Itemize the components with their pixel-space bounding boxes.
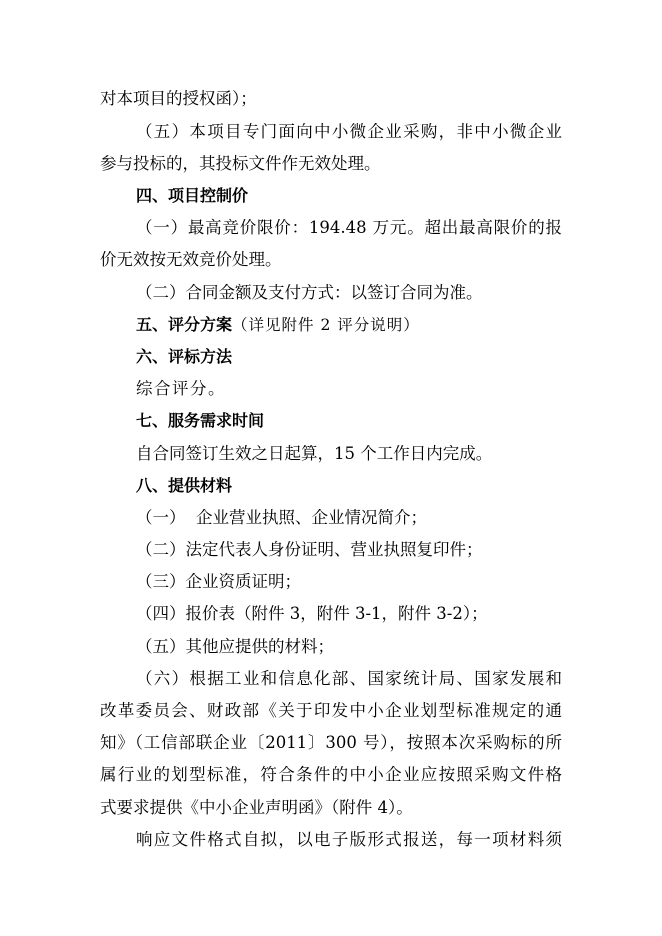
list-item: （六）根据工业和信息化部、国家统计局、国家发展和 bbox=[136, 669, 562, 688]
text-line: 式要求提供《中小企业声明函》（附件 4）。 bbox=[100, 798, 413, 817]
text-line: （一）最高竞价限价：194.48 万元。超出最高限价的报 bbox=[136, 218, 562, 237]
text-line: 参与投标的，其投标文件作无效处理。 bbox=[100, 154, 381, 173]
text-line: 综合评分。 bbox=[136, 379, 226, 398]
text-line: 价无效按无效竞价处理。 bbox=[100, 250, 282, 269]
section-heading-note: （详见附件 2 评分说明） bbox=[232, 316, 420, 334]
text-line: 知》（工信部联企业〔2011〕300 号），按照本次采购标的所 bbox=[100, 733, 562, 752]
list-item: （五）其他应提供的材料； bbox=[136, 637, 334, 656]
text-line: 属行业的划型标准，符合条件的中小企业应按照采购文件格 bbox=[100, 765, 562, 784]
list-item: （四）报价表（附件 3，附件 3-1，附件 3-2）； bbox=[136, 604, 488, 623]
list-item: （一） 企业营业执照、企业情况简介； bbox=[136, 508, 427, 527]
section-heading bbox=[136, 314, 562, 336]
section-heading: 四、项目控制价 bbox=[136, 186, 249, 205]
section-heading: 六、评标方法 bbox=[136, 347, 233, 366]
section-heading: 七、服务需求时间 bbox=[136, 411, 265, 430]
list-item: （二）法定代表人身份证明、营业执照复印件； bbox=[136, 540, 483, 559]
text-line: （二）合同金额及支付方式：以签订合同为准。 bbox=[136, 283, 483, 302]
list-item: （三）企业资质证明； bbox=[136, 572, 301, 591]
text-line: 对本项目的授权函）； bbox=[100, 89, 257, 108]
text-line: （五）本项目专门面向中小微企业采购，非中小微企业 bbox=[136, 122, 562, 141]
section-heading-title: 五、评分方案 bbox=[136, 315, 233, 334]
text-line: 改革委员会、财政部《关于印发中小企业划型标准规定的通 bbox=[100, 701, 562, 720]
section-heading: 八、提供材料 bbox=[136, 476, 233, 495]
text-line: 响应文件格式自拟，以电子版形式报送，每一项材料须 bbox=[136, 830, 562, 849]
text-line: 自合同签订生效之日起算，15 个工作日内完成。 bbox=[136, 444, 493, 463]
